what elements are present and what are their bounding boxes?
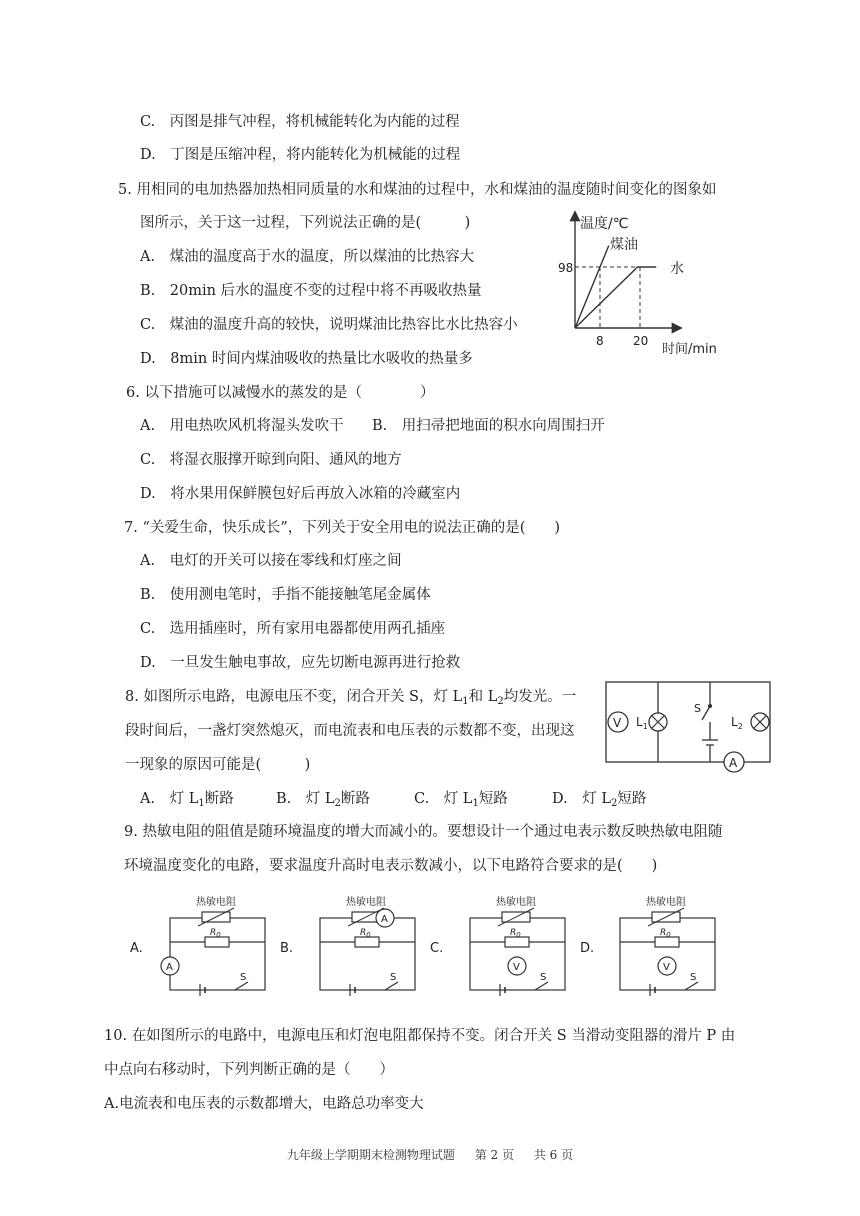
y-tick-98: 98 (558, 261, 574, 275)
q6-stem: 6. 以下措施可以减慢水的蒸发的是（ ） (126, 385, 435, 401)
q9-option-letter: A. (130, 941, 143, 956)
q6-option-c: C. 将湿衣服撑开晾到向阳、通风的地方 (140, 452, 402, 468)
switch-label: S (694, 702, 701, 715)
r0-letter: R (210, 928, 217, 938)
q5-option-d: D. 8min 时间内煤油吸收的热量比水吸收的热量多 (140, 351, 473, 367)
x-tick-20: 20 (633, 334, 649, 348)
q10-stem-1: 10. 在如图所示的电路中，电源电压和灯泡电阻都保持不变。闭合开关 S 当滑动变阻器的滑片 P 由 (104, 1028, 736, 1044)
q7-option-a: A. 电灯的开关可以接在零线和灯座之间 (140, 553, 402, 569)
switch-label: S (690, 972, 697, 983)
x-axis-label: 时间/min (662, 342, 717, 357)
switch-lever (235, 982, 248, 990)
switch-lever (535, 982, 548, 990)
thermistor-label: 热敏电阻 (196, 897, 236, 908)
q8-option-c (414, 789, 508, 814)
q5-stem-1: 5. 用相同的电加热器加热相同质量的水和煤油的过程中，水和煤油的温度随时间变化的图象如 (118, 182, 717, 198)
q7-option-b: B. 使用测电笔时，手指不能接触笔尾金属体 (140, 587, 431, 603)
q9-option-a (130, 890, 275, 1005)
q9-option-b (280, 890, 425, 1005)
q8-option-d-post: 短路 (617, 791, 647, 807)
q8-option-a-sub: 1 (198, 798, 205, 809)
q9-option-letter: C. (430, 941, 444, 956)
q8-option-a-pre: A. 灯 L (140, 791, 199, 807)
r0-label (510, 928, 521, 939)
q8-stem-1c: 均发光。一 (503, 689, 577, 705)
meter-label: A (166, 962, 173, 973)
lamp-l1-subscript: 1 (642, 722, 648, 731)
y-axis-label: 温度/℃ (580, 216, 629, 232)
q9-option-letter: B. (280, 941, 294, 956)
q9-stem-2: 环境温度变化的电路，要求温度升高时电表示数减小，以下电路符合要求的是( ) (124, 858, 658, 874)
r0-subscript: 0 (666, 931, 671, 939)
thermistor-label: 热敏电阻 (496, 897, 536, 908)
lamp-l2-letter: L (731, 715, 738, 729)
q8-option-b-sub: 2 (334, 798, 341, 809)
r0-subscript: 0 (366, 931, 371, 939)
lamp-l2 (751, 713, 769, 731)
r0-label (210, 928, 221, 939)
q8-option-a (140, 789, 234, 814)
q5-option-b: B. 20min 后水的温度不变的过程中将不再吸收热量 (140, 283, 482, 299)
q8-stem-1 (125, 687, 576, 712)
q8-option-b-post: 断路 (340, 791, 370, 807)
meter-label: V (513, 962, 520, 973)
page-footer (0, 1146, 860, 1163)
q8-stem-2: 段时间后，一盏灯突然熄灭，而电流表和电压表的示数都不变，出现这 (125, 723, 575, 739)
lamp-l1-letter: L (636, 715, 643, 729)
r0-letter: R (510, 928, 517, 938)
lamp-l1 (649, 713, 667, 731)
footer-page: 第 2 页 (474, 1148, 514, 1162)
q9-option-d (580, 890, 725, 1005)
q8-option-d (552, 789, 646, 814)
lamp-l2-subscript: 2 (737, 722, 743, 731)
q8-option-b (276, 789, 370, 814)
q8-stem-1b: 和 L (468, 689, 498, 705)
switch-pivot (708, 704, 712, 708)
kerosene-series-line (575, 246, 609, 328)
r0-label (660, 928, 671, 939)
q8-option-c-sub: 1 (472, 798, 479, 809)
q6-option-b: B. 用扫帚把地面的积水向周围扫开 (372, 418, 605, 434)
q8-option-b-pre: B. 灯 L (276, 791, 335, 807)
q5-option-c: C. 煤油的温度升高的较快，说明煤油比热容比水比热容小 (140, 317, 518, 333)
ammeter-label: A (729, 756, 738, 770)
lamp-l2-label (731, 715, 743, 731)
q10-stem-2: 中点向右移动时，下列判断正确的是（ ） (104, 1062, 394, 1078)
thermistor-symbol (198, 908, 234, 926)
q5-stem-2: 图所示，关于这一过程，下列说法正确的是( ) (140, 215, 471, 231)
r0-subscript: 0 (216, 931, 221, 939)
switch-label: S (390, 972, 397, 983)
q8-stem-1a: 8. 如图所示电路，电源电压不变，闭合开关 S，灯 L (125, 689, 463, 705)
switch-lever (385, 982, 398, 990)
r0-subscript: 0 (516, 931, 521, 939)
q8-circuit-diagram (598, 676, 778, 778)
thermistor-label: 热敏电阻 (346, 897, 386, 908)
q8-sub-2: 2 (497, 696, 504, 707)
kerosene-label: 煤油 (610, 237, 638, 253)
q8-option-c-pre: C. 灯 L (414, 791, 473, 807)
q5-option-a: A. 煤油的温度高于水的温度，所以煤油的比热容大 (140, 249, 475, 265)
temperature-time-graph (540, 205, 740, 360)
switch-lever (685, 982, 698, 990)
q6-option-a: A. 用电热吹风机将湿头发吹干 (140, 418, 344, 434)
q10-option-a: A.电流表和电压表的示数都增大，电路总功率变大 (104, 1096, 424, 1112)
r0-letter: R (660, 928, 667, 938)
q8-option-a-post: 断路 (204, 791, 234, 807)
q9-stem-1: 9. 热敏电阻的阻值是随环境温度的增大而减小的。要想设计一个通过电表示数反映热敏电阻随 (124, 824, 723, 840)
meter-label: V (663, 962, 670, 973)
x-tick-8: 8 (596, 334, 604, 348)
footer-total: 共 6 页 (533, 1148, 574, 1162)
thermistor-label: 热敏电阻 (646, 897, 686, 908)
thermistor-symbol (498, 908, 534, 926)
q9-option-c (430, 890, 575, 1005)
q8-option-d-pre: D. 灯 L (552, 791, 611, 807)
q8-option-d-sub: 2 (610, 798, 618, 809)
q7-option-d: D. 一旦发生触电事故，应先切断电源再进行抢救 (140, 655, 461, 671)
q4-option-d: D. 丁图是压缩冲程，将内能转化为机械能的过程 (140, 147, 461, 163)
switch-label: S (240, 972, 247, 983)
voltmeter-label: V (613, 716, 622, 730)
water-label: 水 (670, 261, 684, 277)
q8-sub-1: 1 (462, 696, 469, 707)
q8-stem-3: 一现象的原因可能是( ) (125, 757, 311, 773)
q9-option-letter: D. (580, 941, 595, 956)
r0-label (360, 928, 371, 939)
switch-label: S (540, 972, 547, 983)
q7-stem: 7. “关爱生命，快乐成长”，下列关于安全用电的说法正确的是( ) (124, 520, 561, 536)
footer-title: 九年级上学期期末检测物理试题 (286, 1148, 455, 1162)
r0-letter: R (360, 928, 367, 938)
q4-option-c: C. 丙图是排气冲程，将机械能转化为内能的过程 (140, 114, 460, 130)
lamp-l1-label (636, 715, 648, 731)
q7-option-c: C. 选用插座时，所有家用电器都使用两孔插座 (140, 621, 446, 637)
meter-label: A (381, 914, 388, 925)
q6-option-d: D. 将水果用保鲜膜包好后再放入冰箱的冷藏室内 (140, 486, 461, 502)
q8-option-c-post: 短路 (478, 791, 508, 807)
thermistor-symbol (648, 908, 684, 926)
